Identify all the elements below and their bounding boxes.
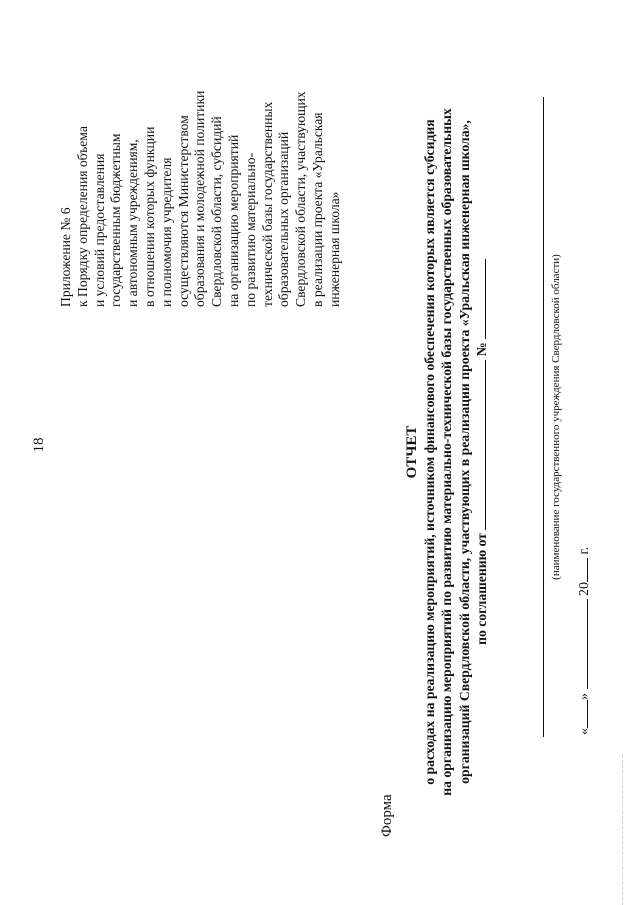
date-close-quote: »: [577, 693, 592, 700]
date-year-blank[interactable]: [575, 558, 588, 582]
appendix-line: и полномочия учредителя: [158, 157, 174, 307]
institution-name-caption: (наименование государственного учреждения Свердловской области): [550, 254, 562, 580]
agreement-date-blank[interactable]: [473, 360, 486, 530]
form-label: Форма: [379, 794, 395, 837]
report-date-line: [575, 435, 594, 735]
appendix-line: образования и молодежной политики: [192, 90, 208, 307]
agreement-prefix: по соглашению от: [473, 533, 489, 645]
date-year-prefix: 20: [577, 582, 592, 596]
date-month-blank[interactable]: [575, 600, 588, 690]
agreement-number-sign: №: [473, 342, 489, 357]
report-heading: ОТЧЕТ: [404, 425, 420, 479]
appendix-block: [58, 17, 344, 307]
agreement-line: [473, 37, 490, 867]
report-title-line: организаций Свердловской области, участвующих в реализации проекта «Уральская инженерная школа»,: [456, 120, 472, 784]
appendix-line: и условий предоставления: [91, 153, 107, 307]
appendix-line: на организацию мероприятий: [225, 134, 241, 307]
appendix-line: осуществляются Министерством: [175, 115, 191, 307]
date-open-quote: «: [577, 728, 592, 735]
appendix-line: инженерная школа»: [326, 191, 342, 307]
appendix-line: к Порядку определения объема: [74, 126, 90, 307]
report-title-line: на организацию мероприятий по развитию материально-технической базы государственных образовательных: [439, 108, 455, 796]
institution-name-line[interactable]: [543, 97, 544, 737]
report-title-block: [404, 37, 490, 867]
appendix-line: образовательных организаций: [276, 131, 292, 307]
appendix-line: государственным бюджетным: [108, 133, 124, 307]
appendix-line: в реализации проекта «Уральская: [309, 112, 325, 307]
agreement-number-blank[interactable]: [473, 259, 486, 339]
page-number: 18: [31, 437, 47, 453]
appendix-line: Свердловской области, участвующих: [293, 91, 309, 307]
date-year-suffix: г.: [577, 546, 592, 555]
appendix-line: технической базы государственных: [259, 101, 275, 307]
appendix-line: Свердловской области, субсидий: [209, 116, 225, 307]
scan-edge-mark: [622, 755, 623, 905]
date-day-blank[interactable]: [575, 700, 588, 728]
appendix-line: Приложение № 6: [58, 207, 73, 307]
appendix-line: по развитию материально-: [242, 152, 258, 307]
appendix-line: и автономным учреждениям,: [125, 139, 141, 307]
report-title-line: о расходах на реализацию мероприятий, источником финансового обеспечения которых является субсидия: [422, 119, 438, 785]
appendix-line: в отношении которых функции: [141, 126, 157, 307]
